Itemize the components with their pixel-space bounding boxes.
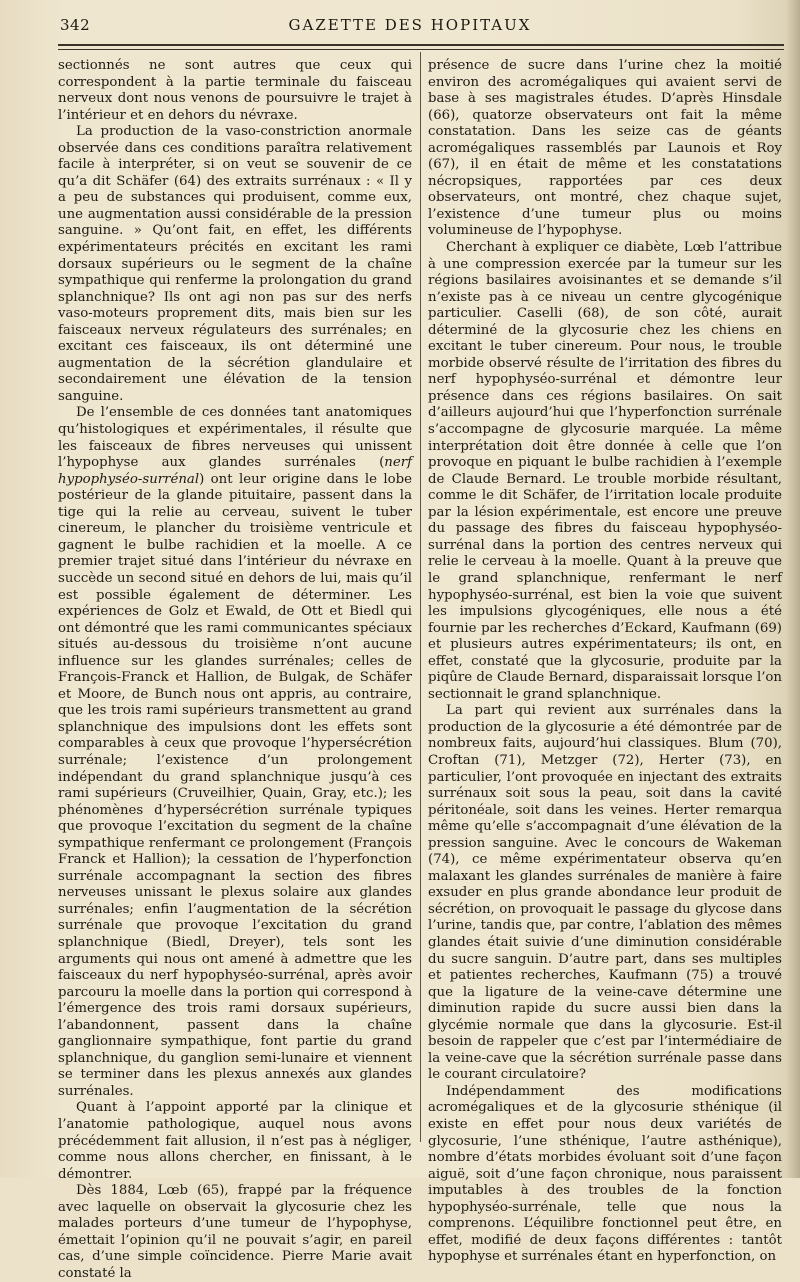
page-number: 342 [60,16,91,34]
page-header [40,14,780,42]
left-column [58,58,412,1282]
page-edge-shadow [786,0,800,1178]
header-rule-thin [58,49,784,50]
paragraph: La part qui revient aux surrénales dans la production de la glycosurie a été démontrée par de nombreux faits, aujourd’hui classiques. Blum (70), Croftan (71), Metzger (72), Herter (73), en particulier, l’ont provoquée en injectant des extraits surrénaux soit sous la peau, soit dans la cavité péritonéale, soit dans les veines. Herter remarqua même qu’elle s’accompagnait d’une élévation de la pression sanguine. Avec le concours de Wakeman (74), ce même expérimentateur observa qu’en malaxant les glandes surrénales de manière à faire exsuder en plus grande abondance leur produit de sécrétion, on provoquait le passage du glycose dans l’urine, tandis que, par contre, l’ablation des mêmes glandes était suivie d’une diminution considérable du sucre sanguin. D’autre part, dans ses multiples et patientes recherches, Kaufmann (75) a trouvé que la ligature de la veine-cave détermine une diminution rapide du sucre aussi bien dans la glycémie normale que dans la glycosurie. Est-il besoin de rappeler que c’est par l’intermédiaire de la veine-cave que la sécrétion surrénale passe dans le courant circulatoire? [428,703,782,1083]
paragraph-text: ) ont leur origine dans le lobe postérieur de la glande pituitaire, passent dans la tige qui la relie au cerveau, suivent le tuber cinereum, le plancher du troisième ventricule et gagnent le bulbe rachidien et la moelle. A ce premier trajet situé dans l’intérieur du névraxe en succède un second situé en dehors de lui, mais qu’il est possible également de déterminer. Les expériences de Golz et Ewald, de Ott et Biedl qui ont démontré que les rami communicantes spéciaux situés au-dessous du troisième n’ont aucune influence sur les glandes surrénales; celles de François-Franck et Hallion, de Bulgak, de Schäfer et Moore, de Bunch nous ont appris, au contraire, que les trois rami supérieurs transmettent au grand splanchnique des impulsions dont les effets sont comparables à ceux que provoque l’hypersécrétion surrénale; l’existence d’un prolongement indépendant du grand splanchnique jusqu’à ces rami supérieurs (Cruveilhier, Quain, Gray, etc.); les phénomènes d’hypersécrétion surrénale typiques que provoque l’excitation du segment de la chaîne sympathique renfermant ce prolongement (François Franck et Hallion); la cessation de l’hyperfonction surrénale accompagnant la section des fibres nerveuses unissant le plexus solaire aux glandes surrénales; enfin l’augmentation de la sécrétion surrénale que provoque l’excitation du grand splanchnique (Biedl, Dreyer), tels sont les arguments qui nous ont amené à admettre que les faisceaux du nerf hypophyséo-surrénal, après avoir parcouru la moelle dans la portion qui correspond à l’émergence des trois rami dorsaux supérieurs, l’abandonnent, passent dans la chaîne ganglionnaire sympathique, font partie du grand splanchnique, du ganglion semi-lunaire et viennent se terminer dans les plexus annexés aux glandes surrénales. [58,471,412,1099]
paragraph: Dès 1884, Lœb (65), frappé par la fréquence avec laquelle on observait la glycosurie chez les malades porteurs d’une tumeur de l’hypophyse, émettait l’opinion qu’il ne pouvait s’agir, en pareil cas, d’une simple coïncidence. Pierre Marie avait constaté la [58,1183,412,1281]
italic-term: nerf hypophyséo-surrénal [58,455,412,487]
paragraph: Indépendamment des modifications acromégaliques et de la glycosurie sthénique (il existe en effet pour nous deux variétés de glycosurie, l’une sthénique, l’autre asthénique), nombre d’états morbides évoluant soit d’une façon aiguë, soit d’une façon chronique, nous paraissent imputables à des troubles de la fonction hypophyséo-surrénale, telle que nous la comprenons. L’équilibre fonctionnel peut être, en effet, modifié de deux façons différentes : tantôt hypophyse et surrénales étant en hyperfonction, on [428,1083,782,1265]
journal-title: GAZETTE DES HOPITAUX [288,16,532,34]
header-rule [58,44,784,46]
paragraph [58,405,412,1100]
paragraph: Cherchant à expliquer ce diabète, Lœb l’attribue à une compression exercée par la tumeur sur les régions basilaires avoisinantes et se demande s’il n’existe pas à ce niveau un centre glycogénique particulier. Caselli (68), de son côté, aurait déterminé de la glycosurie chez les chiens en excitant le tuber cinereum. Pour nous, le trouble morbide observé résulte de l’irritation des fibres du nerf hypophyséo-surrénal et démontre leur présence dans ces régions basilaires. On sait d’ailleurs aujourd’hui que l’hyperfonction surrénale s’accompagne de glycosurie marquée. La même interprétation doit être donnée à celle que l’on provoque en piquant le bulbe rachidien à l’exemple de Claude Bernard. Le trouble morbide résultant, comme le dit Schäfer, de l’irritation locale produite par la lésion expérimentale, est encore une preuve du passage des fibres du faisceau hypophyséo-surrénal dans la portion des centres nerveux qui relie le cerveau à la moelle. Quant à la preuve que le grand splanchnique, renfermant le nerf hypophyséo-surrénal, est bien la voie que suivent les impulsions glycogéniques, elle nous a été fournie par les recherches d’Eckard, Kaufmann (69) et plusieurs autres expérimentateurs; ils ont, en effet, constaté que la glycosurie, produite par la piqûre de Claude Bernard, disparaissait lorsque l’on sectionnait le grand splanchnique. [428,240,782,702]
paragraph: présence de sucre dans l’urine chez la moitié environ des acromégaliques qui avaient servi de base à ses magistrales études. D’après Hinsdale (66), quatorze observateurs ont fait la même constatation. Dans les seize cas de géants acromégaliques rassemblés par Launois et Roy (67), il en était de même et les constatations nécropsiques, rapportées par ces deux observateurs, ont montré, chez chaque sujet, l’existence d’une tumeur plus ou moins volumineuse de l’hypophyse. [428,58,782,239]
column-divider [420,52,421,1142]
paragraph: La production de la vaso-constriction anormale observée dans ces conditions paraîtra relativement facile à interpréter, si on veut se souvenir de ce qu’a dit Schäfer (64) des extraits surrénaux : « Il y a peu de substances qui produisent, comme eux, une augmentation aussi considérable de la pression sanguine. » Qu’ont fait, en effet, les différents expérimentateurs précités en excitant les rami dorsaux supérieurs ou le segment de la chaîne sympathique qui renferme la prolongation du grand splanchnique? Ils ont agi non pas sur des nerfs vaso-moteurs proprement dits, mais bien sur les faisceaux nerveux régulateurs des surrénales; en excitant ces faisceaux, ils ont déterminé une augmentation de la sécrétion glandulaire et secondairement une élévation de la tension sanguine. [58,124,412,404]
paragraph: Quant à l’appoint apporté par la clinique et l’anatomie pathologique, auquel nous avons précédemment fait allusion, il n’est pas à négliger, comme nous allons chercher, en finissant, à le démontrer. [58,1100,412,1182]
right-column [428,58,782,1266]
paragraph: sectionnés ne sont autres que ceux qui correspondent à la partie terminale du faisceau nerveux dont nous venons de poursuivre le trajet à l’intérieur et en dehors du névraxe. [58,58,412,123]
paragraph-text: De l’ensemble de ces données tant anatomiques qu’histologiques et expérimentales, il résulte que les faisceaux de fibres nerveuses qui unissent l’hypophyse aux glandes surrénales ( [58,405,412,471]
